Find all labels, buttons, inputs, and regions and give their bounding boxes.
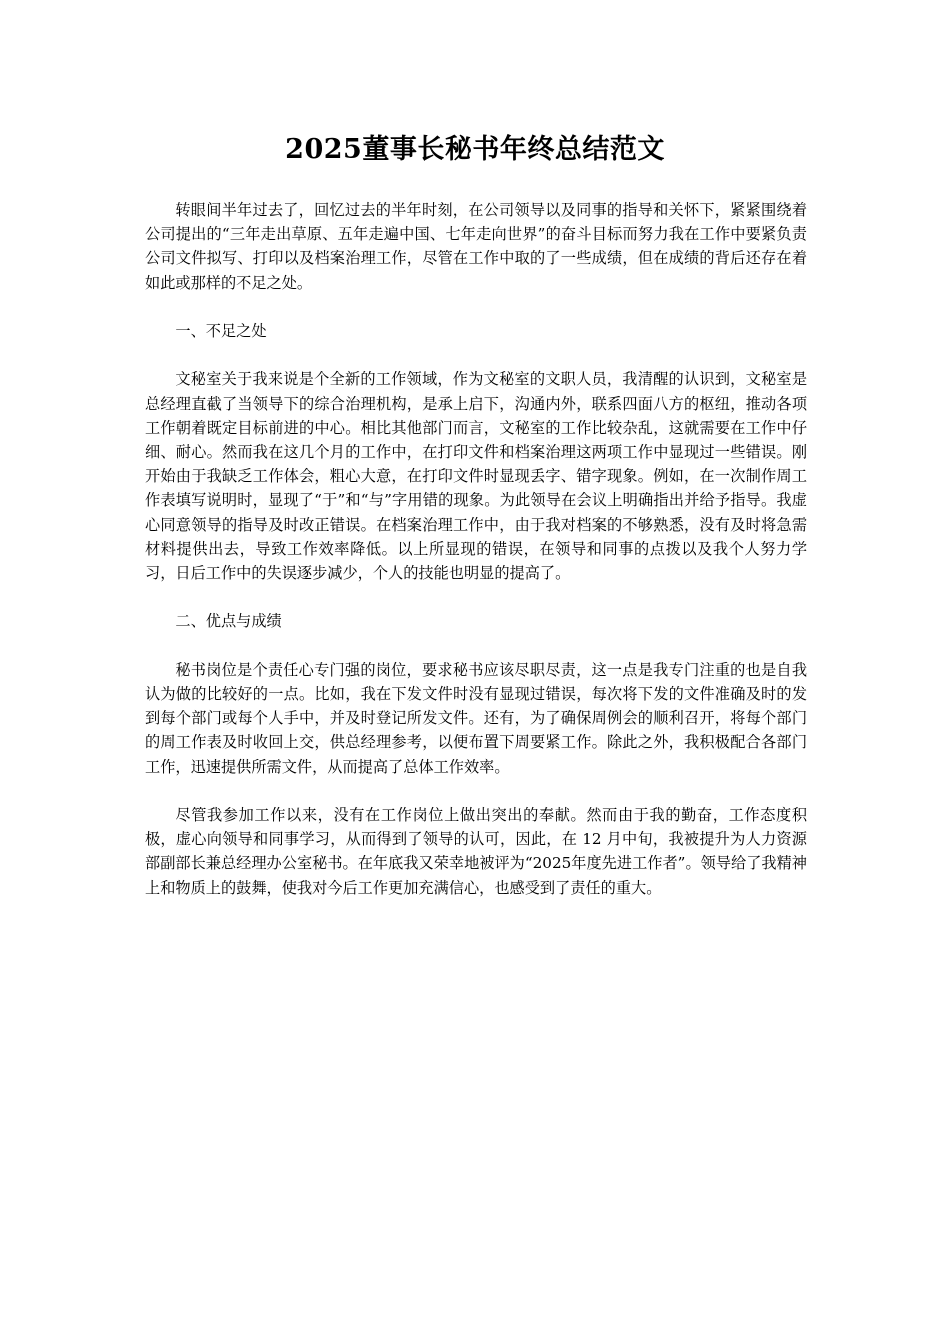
strengths-paragraph: 秘书岗位是个责任心专门强的岗位，要求秘书应该尽职尽责，这一点是我专门注重的也是自我认为做的比较好的一点。比如，我在下发文件时没有显现过错误，每次将下发的文件准确及时的发到每个部门或每个人手中，并及时登记所发文件。还有，为了确保周例会的顺利召开，将每个部门的周工作表及时收回上交，供总经理参考，以便布置下周要紧工作。除此之外，我积极配合各部门工作，迅速提供所需文件，从而提高了总体工作效率。 xyxy=(145,660,807,776)
document-title: 2025董事长秘书年终总结范文 xyxy=(285,134,665,165)
intro-paragraph: 转眼间半年过去了，回忆过去的半年时刻，在公司领导以及同事的指导和关怀下，紧紧围绕着公司提出的“三年走出草原、五年走遍中国、七年走向世界”的奋斗目标而努力我在工作中要紧负责公司文件拟写、打印以及档案治理工作，尽管在工作中取的了一些成绩，但在成绩的背后还存在着如此或那样的不足之处。 xyxy=(145,201,807,292)
shortcomings-paragraph: 文秘室关于我来说是个全新的工作领域，作为文秘室的文职人员，我清醒的认识到，文秘室是总经理直截了当领导下的综合治理机构，是承上启下，沟通内外，联系四面八方的枢纽，推动各项工作朝着既定目标前进的中心。相比其他部门而言，文秘室的工作比较杂乱，这就需要在工作中仔细、耐心。然而我在这几个月的工作中，在打印文件和档案治理这两项工作中显现过一些错误。刚开始由于我缺乏工作体会，粗心大意，在打印文件时显现丢字、错字现象。例如，在一次制作周工作表填写说明时，显现了“于”和“与”字用错的现象。为此领导在会议上明确指出并给予指导。我虚心同意领导的指导及时改正错误。在档案治理工作中，由于我对档案的不够熟悉，没有及时将急需材料提供出去，导致工作效率降低。以上所显现的错误，在领导和同事的点拨以及我个人努力学习，日后工作中的失误逐步减少，个人的技能也明显的提高了。 xyxy=(145,370,807,583)
achievements-paragraph: 尽管我参加工作以来，没有在工作岗位上做出突出的奉献。然而由于我的勤奋，工作态度积极，虚心向领导和同事学习，从而得到了领导的认可，因此，在 12 月中旬，我被提升为人力资源部副部长兼总经理办公室秘书。在年底我又荣幸地被评为“2025年度先进工作者”。领导给了我精神上和物质上的鼓舞，使我对今后工作更加充满信心，也感受到了责任的重大。 xyxy=(145,806,807,897)
section-heading-shortcomings: 一、不足之处 xyxy=(175,322,267,340)
document-body xyxy=(145,198,807,924)
section-heading-strengths: 二、优点与成绩 xyxy=(175,612,282,631)
